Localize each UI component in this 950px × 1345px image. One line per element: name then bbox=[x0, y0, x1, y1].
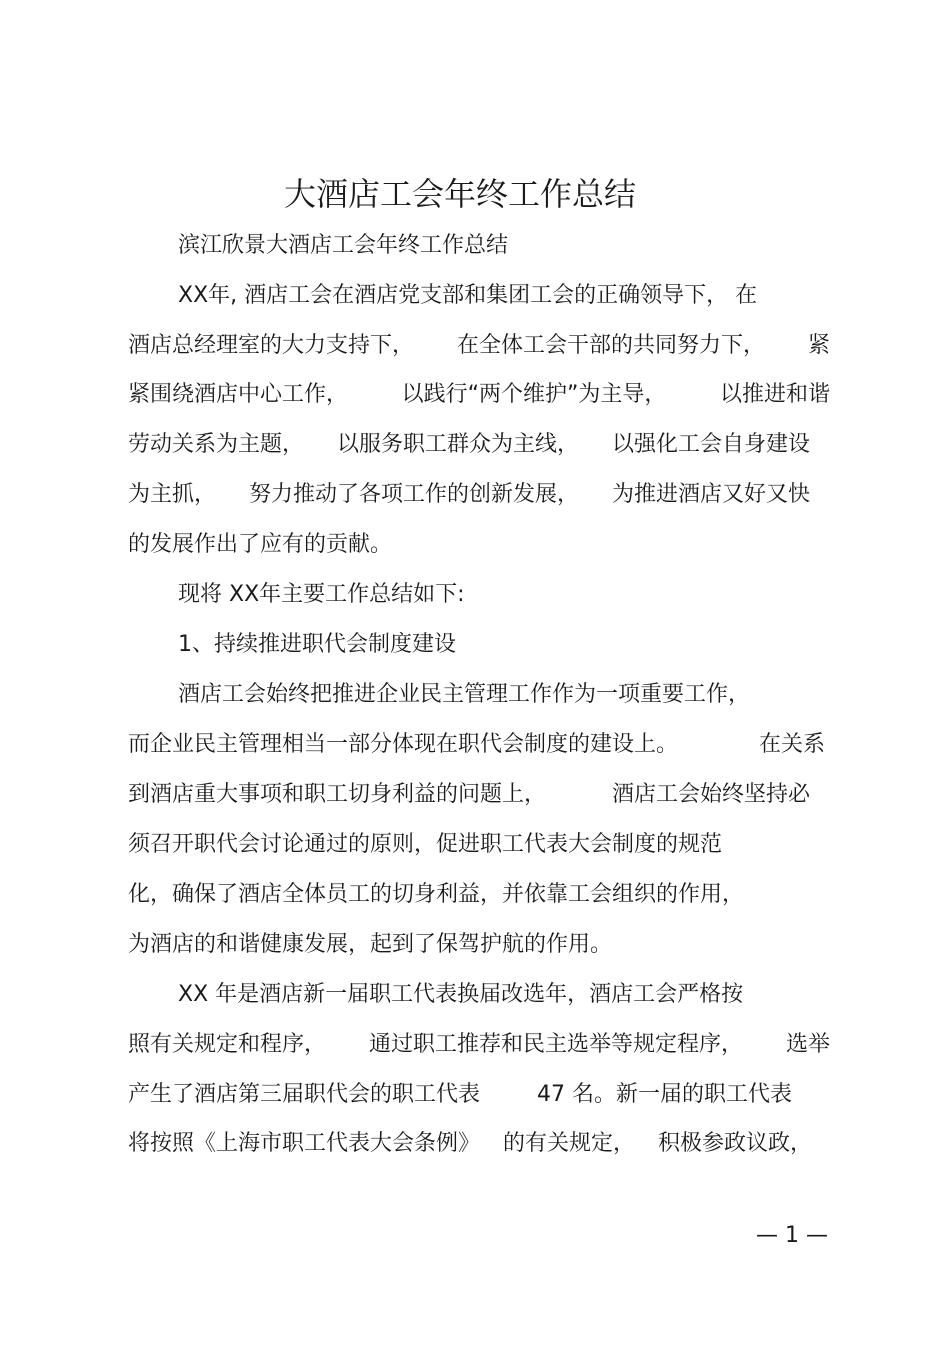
paragraph-line: 化，确保了酒店全体员工的切身利益，并依靠工会组织的作用， bbox=[128, 882, 745, 907]
text-segment: 47 名。新一届的职工代表 bbox=[537, 1082, 793, 1107]
document-subtitle: 滨江欣景大酒店工会年终工作总结 bbox=[178, 233, 509, 258]
text-segment: 以践行“两个维护”为主导， bbox=[401, 382, 667, 407]
text-segment: 酒店工会始终坚持必 bbox=[611, 782, 810, 807]
summary-intro: 现将 XX年主要工作总结如下: bbox=[178, 582, 465, 607]
text-segment: 紧围绕酒店中心工作， bbox=[128, 382, 349, 407]
text-segment: 劳动关系为主题， bbox=[128, 432, 305, 457]
section-heading: 1、持续推进职代会制度建设 bbox=[178, 632, 456, 657]
text-segment: 通过职工推荐和民主选举等规定程序， bbox=[368, 1032, 743, 1057]
text-segment: 以推进和谐 bbox=[719, 382, 830, 407]
paragraph-line bbox=[128, 430, 810, 460]
paragraph-line: 为酒店的和谐健康发展，起到了保驾护航的作用。 bbox=[128, 932, 613, 957]
text-segment: 紧 bbox=[807, 333, 830, 358]
text-segment: 以强化工会自身建设 bbox=[611, 432, 810, 457]
paragraph-line: 须召开职代会讨论通过的原则，促进职工代表大会制度的规范 bbox=[128, 832, 723, 857]
text-segment: 在全体工会干部的共同努力下， bbox=[456, 333, 765, 358]
text-segment: 酒店总经理室的大力支持下， bbox=[128, 333, 415, 358]
paragraph-line: XX年, 酒店工会在酒店党支部和集团工会的正确领导下， 在 bbox=[178, 283, 758, 308]
paragraph-line bbox=[128, 730, 825, 760]
text-segment: 为主抓， bbox=[128, 482, 217, 507]
document-title: 大酒店工会年终工作总结 bbox=[283, 175, 636, 213]
text-segment: 以服务职工群众为主线， bbox=[336, 432, 579, 457]
text-segment: 为推进酒店又好又快 bbox=[611, 482, 810, 507]
text-segment: 积极参政议政， bbox=[657, 1131, 812, 1156]
paragraph-line bbox=[128, 1080, 792, 1110]
text-segment: 产生了酒店第三届职代会的职工代表 bbox=[128, 1082, 481, 1107]
paragraph-line: 的发展作出了应有的贡献。 bbox=[128, 532, 393, 557]
text-segment: 照有关规定和程序， bbox=[128, 1032, 327, 1057]
text-segment: 到酒店重大事项和职工切身利益的问题上， bbox=[128, 782, 547, 807]
paragraph-line bbox=[128, 331, 830, 361]
paragraph-line bbox=[128, 780, 810, 810]
paragraph-line bbox=[128, 1030, 830, 1060]
paragraph-line: XX 年是酒店新一届职工代表换届改选年，酒店工会严格按 bbox=[178, 982, 744, 1007]
paragraph-line: 酒店工会始终把推进企业民主管理工作作为一项重要工作， bbox=[178, 682, 751, 707]
page-number: — 1 — bbox=[756, 1223, 828, 1248]
paragraph-line bbox=[128, 480, 810, 510]
paragraph-line bbox=[128, 1129, 812, 1159]
text-segment: 而企业民主管理相当一部分体现在职代会制度的建设上。 bbox=[128, 732, 679, 757]
text-segment: 选举 bbox=[785, 1032, 830, 1057]
text-segment: 的有关规定， bbox=[502, 1131, 635, 1156]
text-segment: 在关系 bbox=[758, 732, 825, 757]
paragraph-line bbox=[128, 380, 830, 410]
text-segment: 努力推动了各项工作的创新发展， bbox=[248, 482, 579, 507]
text-segment: 将按照《上海市职工代表大会条例》 bbox=[128, 1131, 481, 1156]
